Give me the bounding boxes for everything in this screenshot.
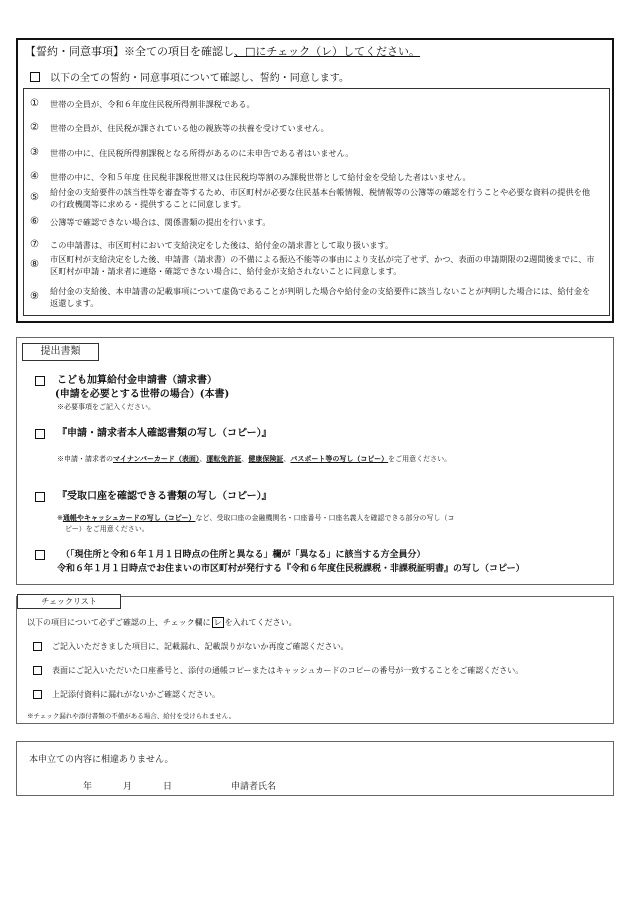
item-text: 世帯の中に、住民税所得割課税となる所得があるのに未申告である者はいません。 — [50, 148, 354, 158]
month-label: 月 — [123, 782, 133, 792]
checklist-item-label: ご記入いただきました項目に、記載漏れ、記載誤りがないか再度ご確認ください。 — [52, 642, 349, 651]
item-text: 世帯の全員が、令和６年度住民税所得割非課税である。 — [50, 99, 255, 109]
note-text: ※ — [57, 514, 63, 522]
intro-text: 以下の項目について必ずご確認の上、チェック欄に — [27, 618, 211, 627]
pledge-title-bracket: 【誓約・同意事項】 — [25, 45, 124, 58]
checklist-section — [16, 596, 614, 724]
document-title: 『申請・請求者本人確認書類の写し（コピー）』 — [57, 428, 272, 439]
pledge-item — [30, 285, 598, 309]
note-underlined: 通帳やキャッシュカードの写し（コピー） — [62, 513, 196, 522]
checklist-intro — [27, 617, 297, 628]
item-text: 世帯の全員が、住民税が課されている他の親族等の扶養を受けていません。 — [50, 123, 329, 133]
note-text: 、 — [241, 455, 249, 463]
pledge-items-box — [23, 88, 610, 316]
document-title: こども加算給付金申請書（請求書） — [57, 375, 217, 386]
document-checkbox[interactable] — [35, 376, 45, 386]
note-text: 、 — [199, 455, 207, 463]
check-mark-sample: レ — [213, 618, 222, 627]
checklist-heading: チェックリスト — [17, 594, 121, 609]
pledge-title — [25, 43, 420, 59]
note-text: など、受取口座の金融機関名・口座番号・口座名義人を確認できる部分の写し（コ — [195, 514, 455, 522]
documents-heading: 提出書類 — [22, 343, 99, 361]
checklist-checkbox[interactable] — [33, 642, 42, 651]
document-note — [57, 453, 451, 465]
item-text: この申請書は、市区町村において支給決定をした後は、給付金の請求書として取り扱います。 — [50, 240, 394, 250]
item-number: ① — [30, 98, 39, 109]
pledge-agree-checkbox[interactable] — [30, 72, 40, 82]
item-number: ⑤ — [30, 192, 39, 203]
document-item[interactable] — [35, 548, 525, 576]
pledge-item — [30, 186, 598, 210]
document-note — [57, 512, 577, 535]
documents-section — [16, 337, 614, 585]
pledge-item — [30, 122, 598, 134]
declaration-text: 本申立ての内容に相違ありません。 — [29, 755, 174, 765]
document-checkbox[interactable] — [35, 550, 45, 560]
note-underlined: 健康保険証 — [248, 454, 284, 463]
pledge-item — [30, 171, 598, 183]
checklist-footer: ※チェック漏れや添付書類の不備がある場合、給付を受けられません。 — [27, 712, 236, 720]
document-title: 『受取口座を確認できる書類の写し（コピー）』 — [57, 491, 272, 502]
declaration-section — [16, 741, 614, 796]
item-text: 世帯の中に、令和５年度 住民税非課税世帯又は住民税均等割のみ課税世帯として給付金を受給した者はいません。 — [50, 172, 471, 182]
item-number: ⑧ — [30, 259, 39, 270]
pledge-item — [30, 239, 598, 251]
item-text: 公簿等で確認できない場合は、関係書類の提出を行います。 — [50, 217, 271, 227]
checklist-item[interactable] — [33, 641, 348, 652]
pledge-agree-label: 以下の全ての誓約・同意事項について確認し、誓約・同意します。 — [50, 73, 349, 84]
document-subtitle: 令和６年１月１日時点でお住まいの市区町村が発行する『令和６年度住民税課税・非課税証明書』の写し（コピー） — [57, 564, 525, 574]
pledge-agree-row[interactable] — [30, 69, 349, 84]
note-underlined: マイナンバーカード（表面） — [113, 454, 200, 463]
checklist-checkbox[interactable] — [33, 690, 42, 699]
checklist-checkbox[interactable] — [33, 666, 42, 675]
note-text: ※申請・請求者の — [57, 455, 113, 463]
note-text: 、 — [283, 455, 291, 463]
pledge-item — [30, 147, 598, 159]
document-checkbox[interactable] — [35, 429, 45, 439]
document-subtitle: (申請を必要とする世帯の場合）(本書) — [55, 389, 230, 400]
day-label: 日 — [163, 782, 173, 792]
item-number: ② — [30, 122, 39, 133]
document-item[interactable] — [35, 490, 577, 535]
item-number: ⑦ — [30, 239, 39, 250]
pledge-section — [16, 38, 614, 323]
document-item[interactable] — [35, 374, 229, 413]
checklist-item[interactable] — [33, 689, 220, 700]
document-note: ※必要事項をご記入ください。 — [57, 403, 155, 411]
item-text: 市区町村が支給決定をした後、申請書（請求書）の不備による振込不能等の事由により支払が完了せず、かつ、表面の申請期限の2週間後までに、市区町村が申請・請求者に連絡・確認できない場合に、給付金が支給されないことに同意します。 — [50, 254, 595, 276]
applicant-name-label: 申請者氏名 — [231, 782, 277, 792]
document-item[interactable] — [35, 427, 451, 465]
note-underlined: 運転免許証 — [206, 454, 242, 463]
pledge-title-note-underlined: 、□にチェック（レ）してください。 — [234, 45, 421, 58]
pledge-item — [30, 216, 598, 228]
item-number: ⑨ — [30, 291, 39, 302]
item-number: ⑥ — [30, 216, 39, 227]
pledge-title-note: ※全ての項目を確認し — [124, 45, 234, 58]
intro-text: を入れてください。 — [224, 618, 297, 627]
checklist-item-label: 表面にご記入いただいた口座番号と、添付の通帳コピーまたはキャッシュカードのコピーの番号が一致することをご確認ください。 — [52, 666, 524, 675]
document-checkbox[interactable] — [35, 492, 45, 502]
pledge-item — [30, 98, 598, 110]
item-number: ③ — [30, 147, 39, 158]
item-number: ④ — [30, 171, 39, 182]
year-label: 年 — [83, 782, 93, 792]
note-underlined: パスポート等の写し（コピー） — [290, 454, 389, 463]
note-text: ピー）をご用意ください。 — [65, 525, 149, 533]
note-text: をご用意ください。 — [388, 455, 452, 463]
document-title: （「現住所と令和６年１月１日時点の住所と異なる」欄が「異なる」に該当する方全員分） — [61, 550, 426, 560]
checklist-item[interactable] — [33, 665, 523, 676]
checklist-item-label: 上記添付資料に漏れがないかご確認ください。 — [52, 690, 220, 699]
item-text: 給付金の支給後、本申請書の記載事項について虚偽であることが判明した場合や給付金の支給要件に該当しないことが判明した場合には、給付金を返還します。 — [50, 286, 591, 308]
pledge-item — [30, 253, 598, 277]
item-text: 給付金の支給要件の該当性等を審査等するため、市区町村が必要な住民基本台帳情報、税情報等の公簿等の確認を行うことや必要な資料の提供を他の行政機関等に求める・提供することに同意します。 — [50, 187, 591, 209]
